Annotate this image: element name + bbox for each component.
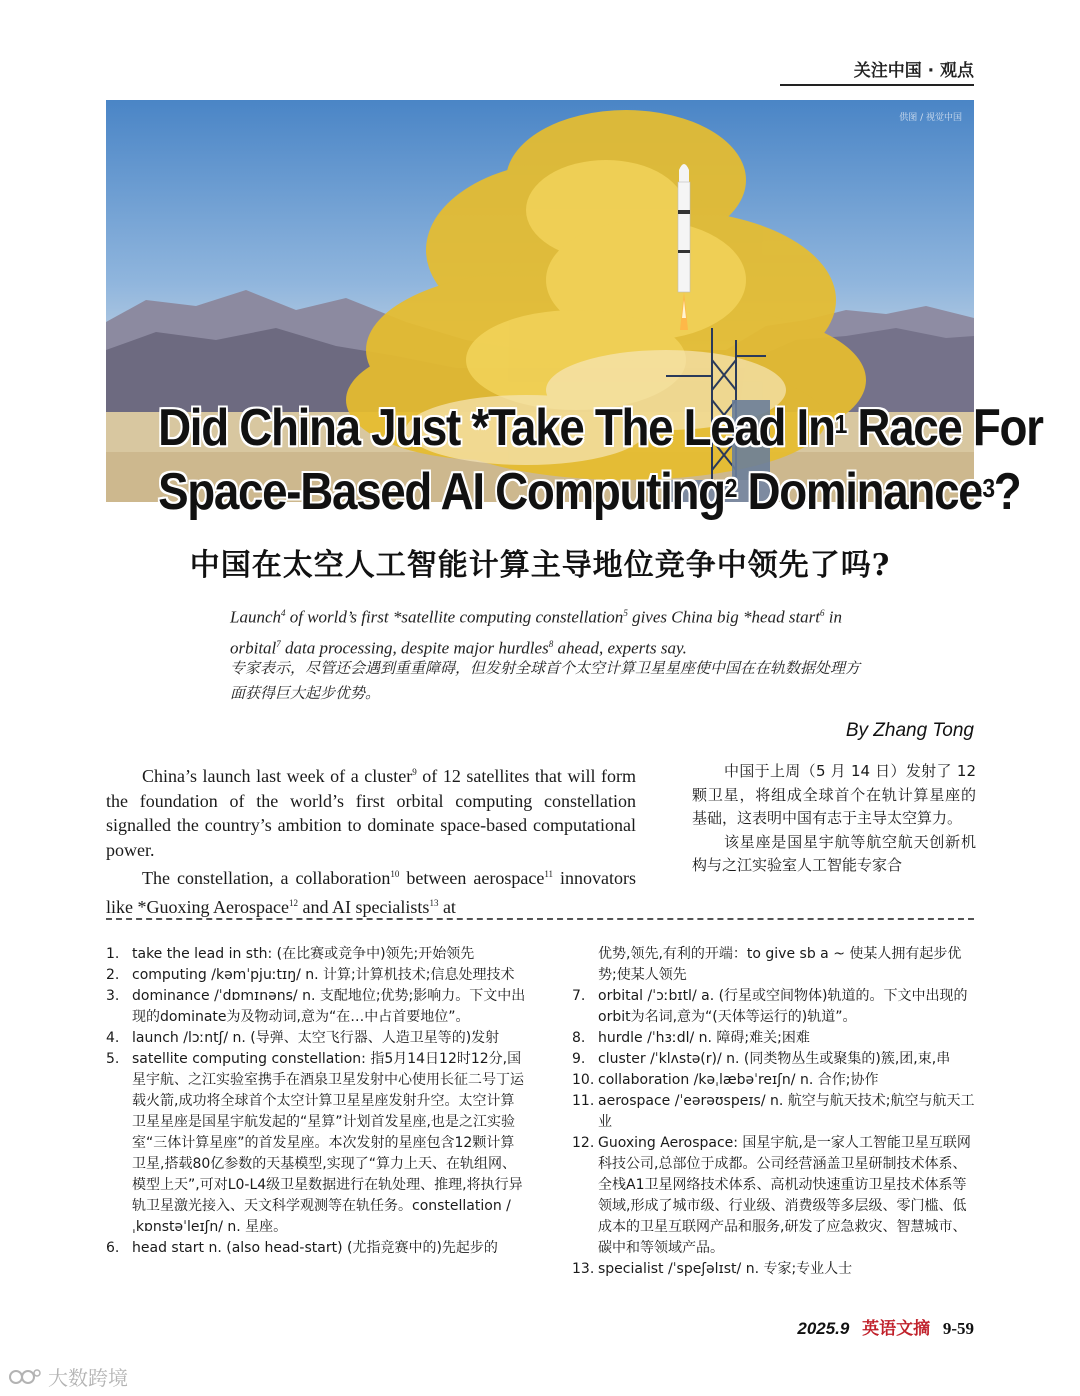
- glossary-item: 6. head start n. (also head-start) (尤指竞赛中的)先起步的: [106, 1240, 498, 1256]
- glossary-item: 5. satellite computing constellation: 指5月14日12时12分,国星宇航、之江实验室携手在酒泉卫星发射中心使用长征二号丁运载火箭,成功将全球首个太空计算卫星星座发射升空。太空计算卫星星座是国星宇航发起的“星算”计划首发星座,也是之江实验室“三体计算星座”的首发星座。本次发射的星座包含12颗计算卫星,搭载80亿参数的天基模型,实现了“算力上天、在轨组网、模型上天”,可对L0-L4级卫星数据进行在轨处理、推理,将执行异轨卫星激光接入、天文科学观测等在轨任务。constellation /ˌkɒnstəˈleɪʃn/ n. 星座。: [106, 1051, 524, 1235]
- paragraph: 中国于上周（5 月 14 日）发射了 12 颗卫星，将组成全球首个在轨计算星座的基础，这表明中国有志于主导太空算力。: [692, 762, 976, 827]
- glossary-item: 8. hurdle /ˈhɜːdl/ n. 障碍;难关;困难: [572, 1030, 810, 1046]
- header-rule: [780, 84, 974, 86]
- body-chinese: [692, 760, 976, 878]
- glossary-item: 4. launch /lɔːntʃ/ n. (导弹、太空飞行器、人造卫星等的)发射: [106, 1030, 500, 1046]
- photo-credit: 供图 / 视觉中国: [899, 113, 962, 123]
- glossary-item: 3. dominance /ˈdɒmɪnəns/ n. 支配地位;优势;影响力。下文中出现的dominate为及物动词,意为“在…中占首要地位”。: [106, 988, 526, 1025]
- glossary-continuation: 优势,领先,有利的开端：to give sb a ~ 使某人拥有起步优势;使某人领先: [598, 946, 962, 983]
- glossary-item: 10. collaboration /kəˌlæbəˈreɪʃn/ n. 合作;协作: [572, 1072, 879, 1088]
- paragraph: 该星座是国星宇航等航空航天创新机构与之江实验室人工智能专家合: [692, 832, 976, 874]
- glossary-item: 2. computing /kəmˈpjuːtɪŋ/ n. 计算;计算机技术;信息处理技术: [106, 967, 515, 983]
- section-header: 关注中国 · 观点: [853, 61, 974, 81]
- glossary-item: 1. take the lead in sth: (在比赛或竞争中)领先;开始领先: [106, 946, 475, 962]
- glossary-item: 13. specialist /ˈspeʃəlɪst/ n. 专家;专业人士: [572, 1261, 853, 1277]
- glossary-right-column: [572, 944, 978, 1280]
- watermark: 大数跨境: [8, 1362, 128, 1391]
- standfirst-chinese: 专家表示，尽管还会遇到重重障碍，但发射全球首个太空计算卫星星座使中国在在轨数据处理方面获得巨大起步优势。: [230, 659, 861, 702]
- glossary-item: 11. aerospace /ˈeərəʊspeɪs/ n. 航空与航天技术;航空与航天工业: [572, 1093, 975, 1130]
- glossary-left-column: [106, 944, 526, 1259]
- dashed-divider: [106, 918, 974, 920]
- headline-english: Did China Just *Take The Lead In$^1$ Race For Space-Based AI Computing$^2$ Dominance$^3$?: [158, 399, 1043, 521]
- paragraph: China’s launch last week of a cluster$^9$ of 12 satellites that will form the foundation of the world’s first orbital computing constellation signalled the country’s ambition to dominate space-based computational power.: [106, 766, 636, 860]
- glossary-item: 9. cluster /ˈklʌstə(r)/ n. (同类物丛生或聚集的)簇,团,束,串: [572, 1051, 951, 1067]
- body-english: [106, 760, 636, 919]
- byline: By Zhang Tong: [845, 720, 974, 741]
- page-number: 9-59: [942, 1319, 974, 1338]
- page-footer: [797, 1314, 974, 1339]
- issue-number: 2025.9: [797, 1319, 850, 1338]
- standfirst-english: Launch$^4$ of world’s first *satellite computing constellation$^5$ gives China big *head start$^6$ in orbital$^7$ data processing, despite major hurdles$^8$ ahead, experts say.: [230, 607, 842, 658]
- paragraph: The constellation, a collaboration$^{10}$ between aerospace$^{11}$ innovators like *Guoxing Aerospace$^{12}$ and AI specialists$^{13}$ at: [106, 868, 637, 917]
- watermark-logo-icon: [8, 1367, 42, 1387]
- glossary-item: 7. orbital /ˈɔːbɪtl/ a. (行星或空间物体)轨道的。下文中出现的orbit为名词,意为“(天体等运行的)轨道”。: [572, 988, 968, 1025]
- headline-chinese: 中国在太空人工智能计算主导地位竞争中领先了吗?: [189, 548, 891, 583]
- magazine-name: 英语文摘: [862, 1319, 931, 1339]
- glossary-item: 12. Guoxing Aerospace: 国星宇航,是一家人工智能卫星互联网科技公司,总部位于成都。公司经营涵盖卫星研制技术体系、全栈A1卫星网络技术体系、高机动快速重访卫星技术体系等领域,形成了城市级、行业级、消费级等多层级、零门槛、低成本的卫星互联网产品和服务,研发了应急救灾、智慧城市、碳中和等领域产品。: [572, 1135, 971, 1256]
